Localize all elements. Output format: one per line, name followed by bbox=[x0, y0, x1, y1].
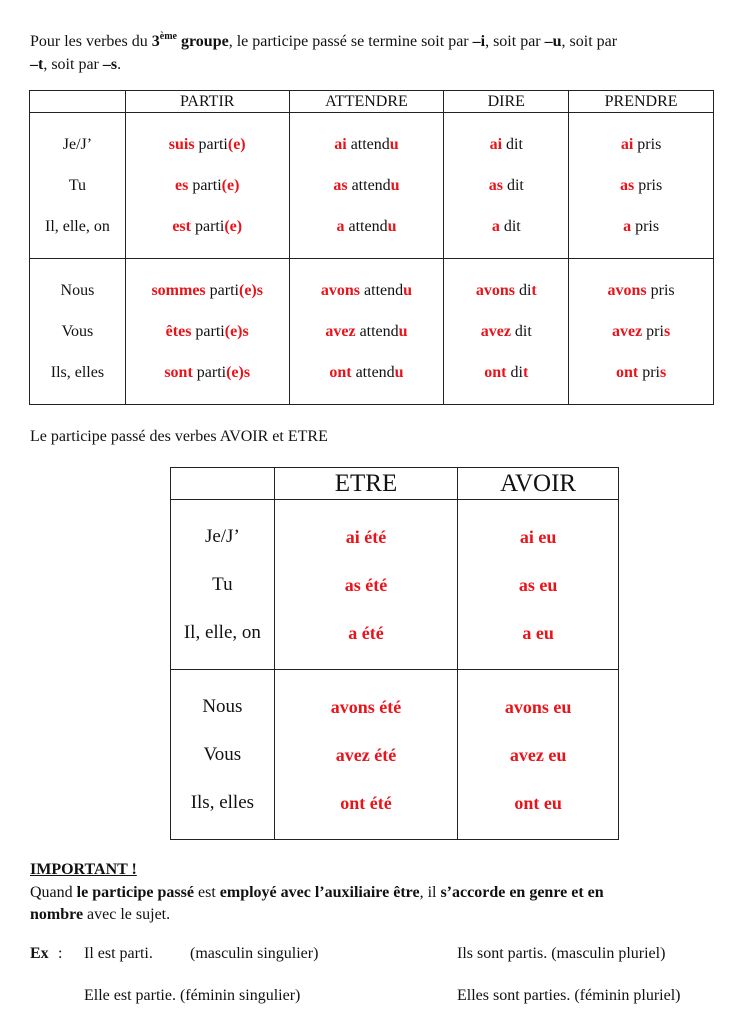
pronoun: Nous bbox=[60, 282, 95, 299]
intro-text: , le participe passé se termine soit par bbox=[228, 33, 473, 50]
header-partir: PARTIR bbox=[125, 91, 289, 113]
conjugated-form: avez été bbox=[335, 744, 397, 765]
conjugated-form: es parti(e) bbox=[174, 177, 240, 194]
intro-paragraph: Pour les verbes du 3ème groupe, le participe passé se termine soit par –i, soit par –u, soit par –t, soit par –s. bbox=[30, 30, 618, 73]
pronoun: Il, elle, on bbox=[44, 218, 110, 235]
third-group-conjugation-table bbox=[29, 90, 714, 405]
conjugated-form: avons pris bbox=[607, 282, 675, 299]
partir-plural bbox=[125, 259, 289, 405]
table-row-plural bbox=[30, 259, 714, 405]
pronoun: Vous bbox=[61, 323, 94, 340]
example-masc-sing: Il est parti. bbox=[84, 945, 153, 962]
ending-u: –u bbox=[544, 33, 562, 50]
conjugated-form: a été bbox=[348, 622, 384, 643]
conjugated-form: suis parti(e) bbox=[168, 136, 246, 153]
important-rule: Quand le participe passé est employé avec l’auxiliaire être, il s’accorde en genre et en nombre avec le sujet. bbox=[30, 884, 604, 923]
table-header-row bbox=[171, 468, 619, 500]
ending-i: –i bbox=[472, 33, 486, 50]
pronouns-singular bbox=[171, 500, 275, 670]
conjugated-form: as dit bbox=[488, 177, 524, 194]
example-colon: : bbox=[58, 945, 63, 962]
conjugated-form: ai pris bbox=[620, 136, 662, 153]
conjugated-form: est parti(e) bbox=[172, 218, 243, 235]
conjugated-form: a attendu bbox=[336, 218, 397, 235]
table-row-singular bbox=[30, 113, 714, 259]
conjugated-form: sommes parti(e)s bbox=[151, 282, 263, 299]
attendre-singular bbox=[289, 113, 444, 259]
example-masc-sing-note: (masculin singulier) bbox=[190, 945, 319, 962]
conjugated-form: ai dit bbox=[489, 136, 523, 153]
conjugated-form: as été bbox=[344, 574, 388, 595]
pronoun: Il, elle, on bbox=[183, 621, 261, 643]
section-subtitle: Le participe passé des verbes AVOIR et ETRE bbox=[30, 428, 328, 445]
pronouns-plural bbox=[30, 259, 126, 405]
etre-singular bbox=[274, 500, 458, 670]
header-avoir: AVOIR bbox=[458, 468, 619, 500]
pronoun: Ils, elles bbox=[190, 791, 255, 813]
pronoun: Tu bbox=[212, 573, 233, 595]
pronoun: Vous bbox=[203, 743, 242, 765]
conjugated-form: avons eu bbox=[504, 696, 572, 717]
ending-s: –s bbox=[102, 56, 118, 73]
avoir-singular bbox=[458, 500, 619, 670]
conjugated-form: a pris bbox=[623, 218, 660, 235]
table-header-row bbox=[30, 91, 714, 113]
conjugated-form: avons dit bbox=[475, 282, 537, 299]
attendre-plural bbox=[289, 259, 444, 405]
conjugated-form: ai eu bbox=[519, 526, 557, 547]
example-fem-sing: Elle est partie. (féminin singulier) bbox=[84, 987, 301, 1004]
example-fem-plur: Elles sont parties. (féminin pluriel) bbox=[457, 987, 681, 1004]
conjugated-form: as attendu bbox=[333, 177, 400, 194]
conjugated-form: ai attendu bbox=[334, 136, 399, 153]
header-attendre: ATTENDRE bbox=[289, 91, 444, 113]
pronoun: Je/J’ bbox=[204, 525, 240, 547]
conjugated-form: as eu bbox=[518, 574, 558, 595]
etre-plural bbox=[274, 670, 458, 840]
conjugated-form: avez eu bbox=[509, 744, 567, 765]
conjugated-form: avez dit bbox=[480, 323, 532, 340]
ending-t: –t bbox=[30, 56, 44, 73]
header-dire: DIRE bbox=[444, 91, 569, 113]
pronoun: Je/J’ bbox=[62, 136, 93, 153]
example-masc-plur: Ils sont partis. (masculin pluriel) bbox=[457, 945, 666, 962]
dire-plural bbox=[444, 259, 569, 405]
conjugated-form: ont dit bbox=[484, 364, 529, 381]
group-number: 3ème groupe bbox=[151, 30, 229, 50]
important-title: IMPORTANT ! bbox=[30, 861, 137, 878]
conjugated-form: ont attendu bbox=[329, 364, 404, 381]
prendre-singular bbox=[569, 113, 714, 259]
intro-text: Pour les verbes du bbox=[30, 33, 152, 50]
conjugated-form: avez attendu bbox=[325, 323, 408, 340]
dire-singular bbox=[444, 113, 569, 259]
header-etre: ETRE bbox=[274, 468, 458, 500]
table-row-singular bbox=[171, 500, 619, 670]
conjugated-form: as pris bbox=[619, 177, 663, 194]
pronoun: Nous bbox=[202, 695, 243, 717]
pronouns-plural bbox=[171, 670, 275, 840]
pronoun: Ils, elles bbox=[50, 364, 105, 381]
header-prendre: PRENDRE bbox=[569, 91, 714, 113]
conjugated-form: avons été bbox=[330, 696, 402, 717]
conjugated-form: ont pris bbox=[615, 364, 667, 381]
conjugated-form: ont été bbox=[340, 792, 392, 813]
example-label: Ex bbox=[30, 945, 49, 962]
partir-singular bbox=[125, 113, 289, 259]
avoir-plural bbox=[458, 670, 619, 840]
table-row-plural bbox=[171, 670, 619, 840]
conjugated-form: a eu bbox=[522, 622, 554, 643]
conjugated-form: a dit bbox=[491, 218, 521, 235]
pronoun: Tu bbox=[68, 177, 87, 194]
prendre-plural bbox=[569, 259, 714, 405]
pronouns-singular bbox=[30, 113, 126, 259]
conjugated-form: ont eu bbox=[514, 792, 562, 813]
conjugated-form: avez pris bbox=[611, 323, 671, 340]
conjugated-form: êtes parti(e)s bbox=[165, 323, 249, 340]
conjugated-form: avons attendu bbox=[320, 282, 413, 299]
conjugated-form: sont parti(e)s bbox=[164, 364, 251, 381]
conjugated-form: ai été bbox=[345, 526, 387, 547]
etre-avoir-table bbox=[170, 467, 619, 840]
